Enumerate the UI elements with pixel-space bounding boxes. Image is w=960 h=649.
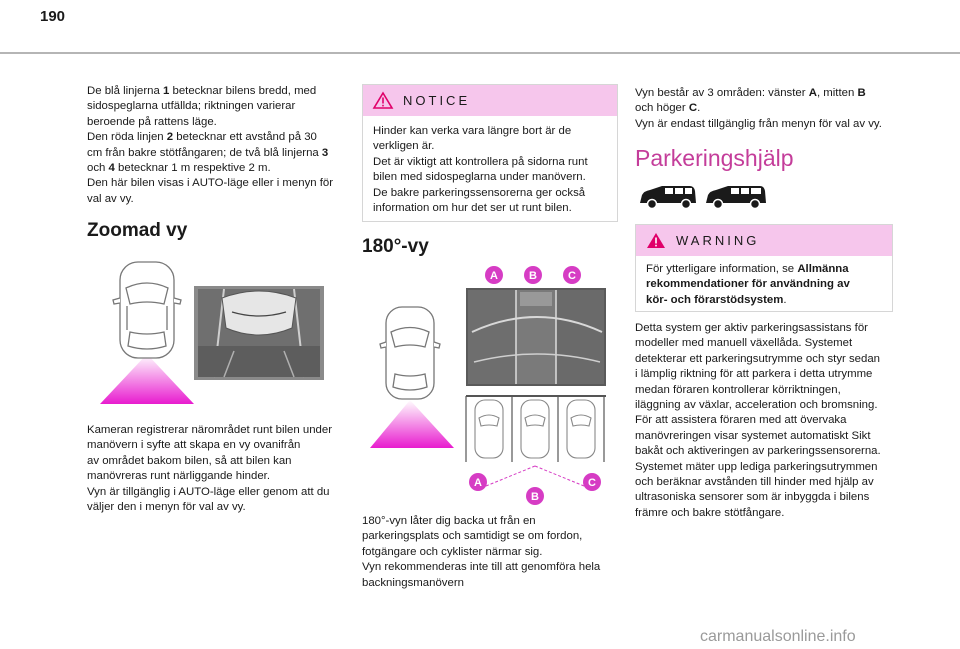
- label-c-bottom: [583, 473, 601, 491]
- zoom-camera-view: [194, 286, 324, 380]
- line: backningsmanövern: [362, 576, 464, 589]
- label-a-top: [485, 266, 503, 284]
- car-top-icon: [113, 262, 181, 358]
- line: rekommendationer för användning av: [646, 278, 850, 291]
- svg-text:B: B: [529, 270, 537, 282]
- line: Detta system ger aktiv parkeringsassistans för: [635, 322, 868, 334]
- camera-fan: [370, 400, 454, 448]
- svg-text:C: C: [588, 477, 596, 489]
- warning-body: [636, 256, 892, 308]
- line: manövreras runt närliggande hinder.: [87, 470, 270, 483]
- line: modeller med manuell växellåda. Systemet: [635, 337, 853, 350]
- line: och höger C.: [635, 102, 701, 115]
- line: verkligen är.: [373, 140, 435, 153]
- line: Vyn är tillgänglig i AUTO-läge eller genom att du: [87, 485, 330, 498]
- label-c-top: [563, 266, 581, 284]
- line: bakåt och aktiveringen av parkeringssensorerna.: [635, 445, 881, 458]
- line: av området bakom bilen, så att bilen kan: [87, 454, 292, 467]
- line: manövreringen visar systemet automatiskt Sikt: [635, 429, 871, 442]
- line: Hinder kan verka vara längre bort är de: [373, 125, 572, 137]
- line: 180°-vyn låter dig backa ut från en: [362, 515, 536, 527]
- parking-assist-heading: Parkeringshjälp: [635, 145, 794, 171]
- svg-text:A: A: [474, 477, 482, 489]
- svg-text:B: B: [531, 491, 539, 503]
- camera-fan: [100, 354, 194, 404]
- line: Vyn består av 3 områden: vänster A, mitten B: [635, 87, 866, 99]
- line: i lämplig riktning för att parkera i detta utrymme: [635, 368, 873, 381]
- line: Systemet mäter upp lediga parkeringsutrymmen: [635, 460, 878, 473]
- line: För att assistera föraren med att övervaka: [635, 414, 847, 427]
- warning-box: [635, 224, 893, 312]
- view-180-text: [362, 514, 616, 591]
- col1-intro: [87, 84, 349, 207]
- notice-title: NOTICE: [403, 93, 471, 108]
- line: information om hur det ser ut runt bilen.: [373, 202, 572, 215]
- view-180-heading: 180°-vy: [362, 236, 429, 257]
- line: iläggning av växlar, acceleration och bromsning.: [635, 399, 878, 412]
- car-top-icon: [380, 307, 440, 399]
- line: fotgängare och cyklister närmar sig.: [362, 545, 543, 558]
- zoom-view-text: [87, 423, 349, 515]
- header-rule: [0, 52, 960, 54]
- car-side-icon: [640, 186, 696, 209]
- line: Det är viktigt att kontrollera på sidorna runt: [373, 155, 588, 168]
- view-areas-text: [635, 86, 895, 132]
- line: De bakre parkeringssensorerna ger också: [373, 186, 586, 199]
- line: beroende på rattens läge.: [87, 115, 217, 128]
- line: ultrasoniska sensorer som är inbyggda i bilens: [635, 491, 870, 504]
- label-b-top: [524, 266, 542, 284]
- line: Den här bilen visas i AUTO-läge eller i menyn för: [87, 177, 334, 190]
- car-side-icon: [706, 186, 766, 209]
- watermark: carmanualsonline.info: [700, 628, 856, 645]
- page-number: 190: [40, 8, 66, 25]
- line: främre och bakre stötfångare.: [635, 506, 785, 519]
- svg-text:A: A: [490, 270, 498, 282]
- line: val av vy.: [87, 192, 134, 205]
- line: väljer den i menyn för val av vy.: [87, 501, 246, 514]
- line: Den röda linjen 2 betecknar ett avstånd på 30: [87, 131, 317, 144]
- line: De blå linjerna 1 betecknar bilens bredd, med: [87, 85, 317, 97]
- label-a-bottom: [469, 473, 487, 491]
- label-b-bottom: [526, 487, 544, 505]
- parking-assist-text: [635, 321, 895, 521]
- line: kör- och förarstödsystem.: [646, 293, 787, 306]
- warning-header: [636, 225, 892, 256]
- view-180-camera-image: [466, 288, 606, 386]
- zoom-car-illustration: [100, 258, 195, 408]
- line: medan föraren kontrollerar körriktningen,: [635, 383, 841, 396]
- line: bilen med sidospeglarna under manövern.: [373, 171, 586, 184]
- svg-text:C: C: [568, 270, 576, 282]
- warning-title: WARNING: [676, 233, 760, 248]
- line: Vyn rekommenderas inte till att genomföra hela: [362, 561, 601, 574]
- view-180-illustration: [362, 262, 612, 506]
- notice-header: [363, 85, 617, 116]
- line: detekterar ett parkeringsutrymme och styr sedan: [635, 352, 881, 365]
- line: cm från bakre stötfångaren; de två blå linjerna 3: [87, 146, 329, 159]
- line: För ytterligare information, se Allmänna: [646, 263, 849, 275]
- line: sidospeglarna utfällda; riktningen varierar: [87, 100, 296, 113]
- warning-triangle-icon: [373, 92, 393, 109]
- zoom-view-heading: Zoomad vy: [87, 220, 188, 241]
- notice-body: [363, 116, 617, 216]
- car-side-icons: [638, 183, 768, 213]
- line: Kameran registrerar närområdet runt bilen under: [87, 424, 333, 436]
- line: parkeringsplats och samtidigt se om fordon,: [362, 530, 583, 543]
- line: och 4 betecknar 1 m respektive 2 m.: [87, 162, 271, 175]
- warning-triangle-icon: [646, 232, 666, 249]
- line: manövern i syfte att skapa en vy ovanifrån: [87, 439, 301, 452]
- line: och beräknar avstånden till hinder med hjälp av: [635, 476, 874, 489]
- line: Vyn är endast tillgänglig från menyn för val av vy.: [635, 117, 882, 130]
- parking-lot-diagram: [466, 396, 606, 486]
- notice-box: [362, 84, 618, 222]
